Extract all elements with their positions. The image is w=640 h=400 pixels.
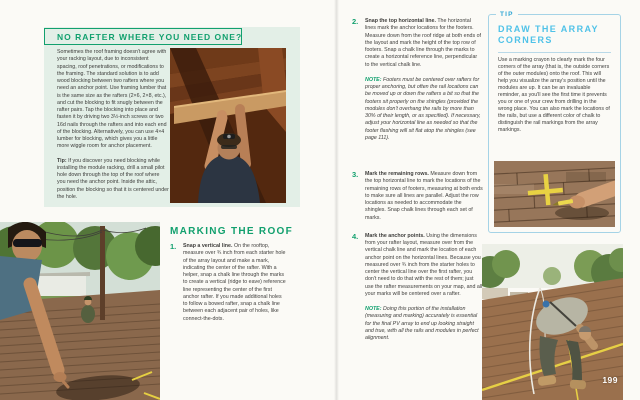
step-3-lead: Mark the remaining rows.: [365, 171, 429, 177]
step-1-body: On the rooftop, measure over ¾ inch from each starter hole of the array layout and make a mark, indicating the center of the rafter. With a helper, snap a chalk line through the marks to create a vertical (ridge to eave) reference line representing the center of the first anchor rafter. If you made additional holes to follow a bowed rafter, snap a chalk line between each adjacent pair of holes, like connect-the-dots.: [183, 243, 286, 322]
step-2-note-body: Footers must be centered over rafters for proper anchoring, but often the rail locations can be moved up or down the rafters a bit so that the footers sit properly on the shingles (provided the modules don't overhang the rails by more than 30% of their length, or as specified). If necessary, adjust your horizontal line as needed so that the footer flashing will sit flat atop the shingles (see page 111).: [365, 76, 481, 141]
sidebar-tip-body: If you discover you need blocking while installing the module racking, drill a small pilot hole down through the top of the roof where you need the anchor point. Inside the attic, position the blocking so that it is centered under the hole.: [57, 157, 169, 200]
page-number: 199: [602, 375, 618, 385]
tip-box-draw-array-corners: [488, 11, 621, 233]
step-4-text: [365, 233, 483, 343]
step-2-lead: Snap the top horizontal line.: [365, 18, 436, 24]
photo-measuring-on-roof: [482, 244, 623, 400]
step-1-lead: Snap a vertical line.: [183, 243, 233, 249]
step-4-note-body: Doing this portion of the installation (measuring and marking) accurately is essential for the final PV array to end up looking straight and true, with all the rails and modules in perfect alignment.: [365, 306, 479, 341]
crayon-photo-art: [494, 161, 615, 227]
step-3-number: 3.: [352, 170, 359, 179]
step-1-text: [183, 243, 286, 323]
page-gutter: [334, 0, 339, 400]
tip-body: Use a marking crayon to clearly mark the four corners of the array (that is, the outside corners of the outer modules) onto the roof. This will help you visualize the array's position until the modules are up. It can be an invaluable reminder, as you'll see the first time it prevents you or one of your crew from drilling in the wrong place. You can also mark the locations of the rails, but use a different color of chalk to distinguish the rail markings from the array markings.: [498, 56, 610, 134]
step-2-note-label: NOTE:: [365, 76, 382, 83]
sidebar-tip-paragraph: [57, 158, 169, 202]
step-4-lead: Mark the anchor points.: [365, 232, 425, 239]
tip-heading: DRAW THE ARRAY CORNERS: [498, 24, 599, 46]
step-3-text: [365, 171, 483, 222]
photo-roof-chalk-marking: [0, 222, 160, 400]
step-2-number: 2.: [352, 17, 359, 26]
step-1: [170, 243, 286, 323]
tip-label: TIP: [496, 11, 518, 18]
section-heading: MARKING THE ROOF: [170, 226, 294, 237]
sidebar-tip-label: Tip:: [57, 157, 67, 164]
step-2: [352, 18, 483, 160]
step-4-note-label: NOTE:: [365, 306, 382, 312]
right-steps-column: [352, 18, 483, 353]
step-3: [352, 171, 483, 222]
step-2-note: [365, 77, 483, 142]
step-2-body: The horizontal lines mark the anchor locations for the footers. Measure down from the roof ridge at both ends of the layout and mark the height of the top row of footers. Snap a chalk line through the marks to create a horizontal reference line, perpendicular to the vertical chalk line.: [365, 18, 482, 68]
step-2-text: [365, 18, 483, 160]
step-4: [352, 233, 483, 343]
step-4-note: [365, 306, 483, 342]
roof-marking-photo-art: [0, 222, 160, 400]
step-4-number: 4.: [352, 231, 359, 241]
left-steps-column: [170, 243, 286, 334]
step-4-body: Using the dimensions from your rafter layout, measure over from the vertical chalk line and mark the location of each anchor point on the horizontal lines. Because you measured over ¾ inch from the starter holes to center the vertical line over the first rafter, you don't need to do that with the rest of them; just use the rafter measurements on your map, and all your marks will be centered over a rafter.: [365, 232, 483, 297]
photo-crayon-marking: [494, 161, 615, 227]
sidebar-body-paragraph: Sometimes the roof framing doesn't agree with your racking layout, due to inconsistent spacing, roof penetrations, or modifications to the framing. The standard solution is to add wood blocking between two rafters where you need an anchor point. Use framing lumber that is the same size as the rafters (2×6, 2×8, etc.), and cut the blocking to fit snugly between the rafter pairs. Tap the blocking into place and fasten it by driving two 3½-inch screws or two 16d nails through the rafters and into each end of the blocking. Alternatively, you can use 4×4 lumber for blocking, which gives you a little more wiggle room for anchor placement.: [57, 49, 167, 150]
photo-attic-blocking: [170, 48, 286, 203]
step-3-body: Measure down from the top horizontal line to mark the locations of the remaining rows of footers, measuring at both ends to make sure all lines are parallel. Adjust the row locations as needed to accommodate the shingles. Snap chalk lines through each set of marks.: [365, 171, 483, 221]
sidebar-text: [57, 49, 169, 208]
attic-photo-art: [170, 48, 286, 203]
tip-heading-rule: [498, 52, 611, 53]
step-1-number: 1.: [170, 242, 177, 251]
sidebar-title: NO RAFTER WHERE YOU NEED ONE?: [44, 28, 242, 45]
